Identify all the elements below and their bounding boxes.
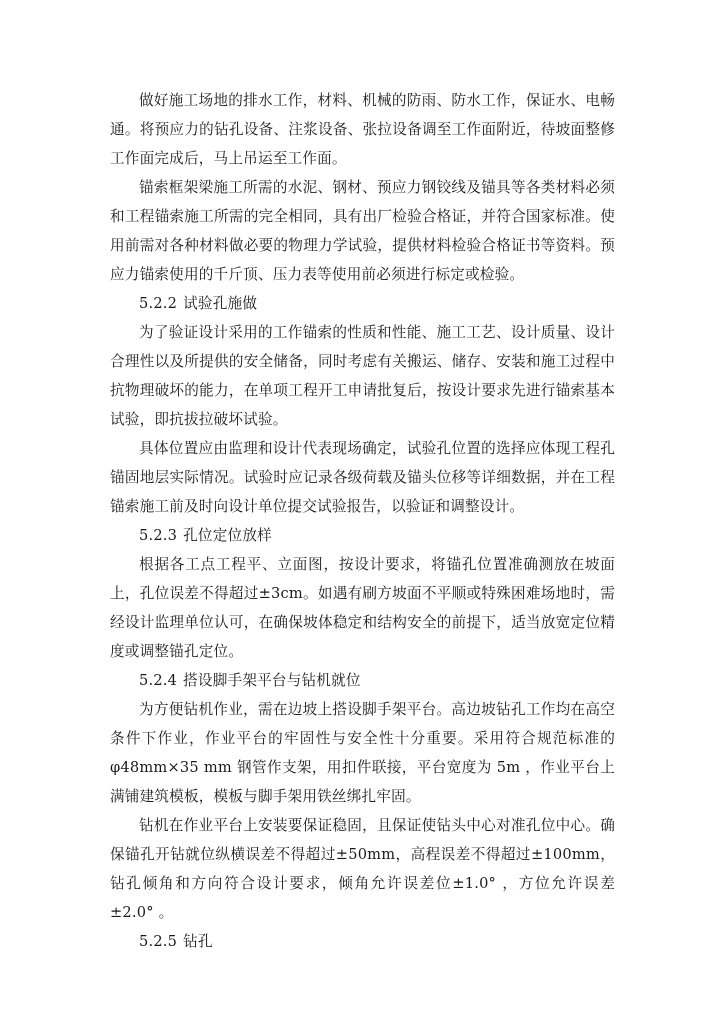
section-title: 试验孔施做 (183, 295, 258, 312)
section-number: 5.2.3 (139, 527, 178, 544)
paragraph-materials: 锚索框架梁施工所需的水泥、钢材、预应力钢铰线及锚具等各类材料必须和工程锚索施工所需的完全相同，具有出厂检验合格证，并符合国家标准。使用前需对各种材料做必要的物理力学试验，提供材料检验合格证书等资料。预应力锚索使用的千斤顶、压力表等使用前必须进行标定或检验。 (110, 179, 615, 283)
section-title: 搭设脚手架平台与钻机就位 (183, 672, 361, 689)
section-number: 5.2.4 (139, 672, 178, 689)
section-heading-5-2-4 (110, 666, 615, 695)
paragraph-test-purpose: 为了验证设计采用的工作锚索的性质和性能、施工工艺、设计质量、设计合理性以及所提供的安全储备，同时考虑有关搬运、储存、安装和施工过程中抗物理破坏的能力，在单项工程开工申请批复后，按设计要求先进行锚索基本试验，即抗拔拉破坏试验。 (110, 324, 615, 428)
section-number: 5.2.2 (139, 295, 178, 312)
section-title: 钻孔 (183, 933, 213, 950)
document-page (110, 86, 615, 956)
paragraph-test-location: 具体位置应由监理和设计代表现场确定，试验孔位置的选择应体现工程孔锚固地层实际情况。试验时应记录各级荷载及锚头位移等详细数据，并在工程锚索施工前及时向设计单位提交试验报告，以验证和调整设计。 (110, 440, 615, 515)
paragraph-scaffold-platform: 为方便钻机作业，需在边坡上搭设脚手架平台。高边坡钻孔工作均在高空条件下作业，作业平台的牢固性与安全性十分重要。采用符合规范标准的φ48mm×35 mm 钢管作支架，用扣件联接，平台宽度为 5m ，作业平台上满铺建筑模板，模板与脚手架用铁丝绑扎牢固。 (110, 701, 615, 805)
paragraph-drill-placement: 钻机在作业平台上安装要保证稳固，且保证使钻头中心对准孔位中心。确保锚孔开钻就位纵横误差不得超过±50mm，高程误差不得超过±100mm，钻孔倾角和方向符合设计要求，倾角允许误差位±1.0° ，方位允许误差±2.0° 。 (110, 817, 615, 921)
paragraph-hole-positioning: 根据各工点工程平、立面图，按设计要求，将锚孔位置准确测放在坡面上，孔位误差不得超过±3cm。如遇有刷方坡面不平顺或特殊困难场地时，需经设计监理单位认可，在确保坡体稳定和结构安全的前提下，适当放宽定位精度或调整锚孔定位。 (110, 556, 615, 660)
section-heading-5-2-3 (110, 521, 615, 550)
paragraph-site-preparation: 做好施工场地的排水工作，材料、机械的防雨、防水工作，保证水、电畅通。将预应力的钻孔设备、注浆设备、张拉设备调至工作面附近，待坡面整修工作面完成后，马上吊运至工作面。 (110, 92, 615, 167)
section-number: 5.2.5 (139, 933, 178, 950)
section-heading-5-2-5 (110, 927, 615, 956)
section-title: 孔位定位放样 (183, 527, 272, 544)
section-heading-5-2-2 (110, 289, 615, 318)
